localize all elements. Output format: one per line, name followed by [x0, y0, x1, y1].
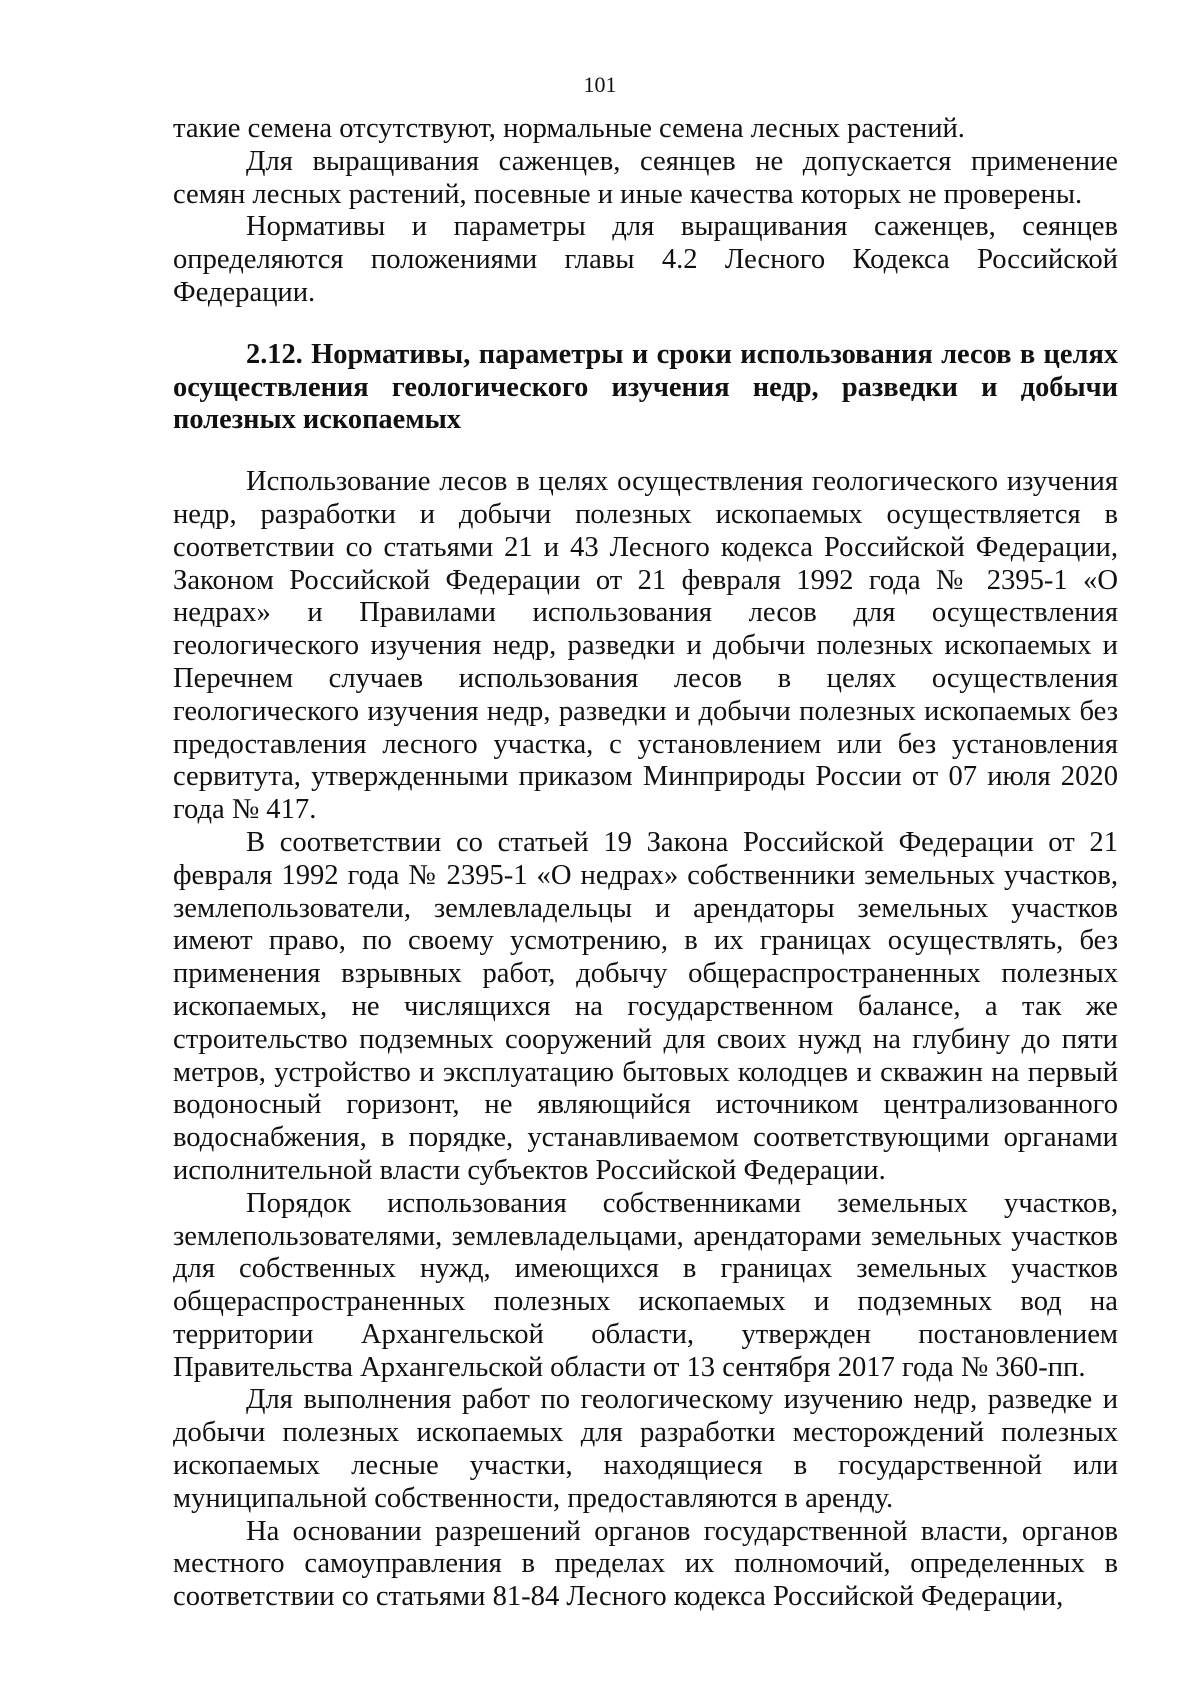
paragraph-continuation: такие семена отсутствуют, нормальные семена лесных растений.: [173, 113, 965, 144]
page-number: 101: [583, 72, 617, 97]
paragraph-forest-use-geology: Использование лесов в целях осуществления геологического изучения недр, разработки и добычи полезных ископаемых осуществляется в соответствии со статьями 21 и 43 Лесного кодекса Российской Федерации, Законом Российской Федерации от 21 февраля 1992 года № 2395-1 «О недрах» и Правилами использования лесов для осуществления геологического изучения недр, разведки и добычи полезных ископаемых и Перечнем случаев использования лесов в целях осуществления геологического изучения недр, разведки и добычи полезных ископаемых без предоставления лесного участка, с установлением или без установления сервитута, утвержденными приказом Минприроды России от 07 июля 2020 года № 417.: [173, 466, 1118, 826]
paragraph-permits-authorities: На основании разрешений органов государственной власти, органов местного самоуправления в пределах их полномочий, определенных в соответствии со статьями 81-84 Лесного кодекса Российской Федерации,: [173, 1515, 1118, 1613]
paragraph-lease-plots: Для выполнения работ по геологическому изучению недр, разведке и добычи полезных ископаемых для разработки месторождений полезных ископаемых лесные участки, находящиеся в государственной или муниципальной собственности, предоставляются в аренду.: [173, 1384, 1118, 1514]
paragraph-article-19: В соответствии со статьей 19 Закона Российской Федерации от 21 февраля 1992 года № 2395-1 «О недрах» собственники земельных участков, землепользователи, землевладельцы и арендаторы земельных участков имеют право, по своему усмотрению, в их границах осуществлять, без применения взрывных работ, добычу общераспространенных полезных ископаемых, не числящихся на государственном балансе, а так же строительство подземных сооружений для своих нужд на глубину до пяти метров, устройство и эксплуатацию бытовых колодцев и скважин на первый водоносный горизонт, не являющийся источником централизованного водоснабжения, в порядке, устанавливаемом соответствующими органами исполнительной власти субъектов Российской Федерации.: [173, 826, 1118, 1186]
page-content: [173, 113, 1118, 1614]
section-heading-2-12: 2.12. Нормативы, параметры и сроки использования лесов в целях осуществления геологического изучения недр, разведки и добычи полезных ископаемых: [173, 338, 1118, 436]
paragraph-seed-requirements: Для выращивания саженцев, сеянцев не допускается применение семян лесных растений, посевные и иные качества которых не проверены.: [173, 145, 1118, 210]
paragraph-procedure-arkhangelsk: Порядок использования собственниками земельных участков, землепользователями, землевладельцами, арендаторами земельных участков для собственных нужд, имеющихся в границах земельных участков общераспространенных полезных ископаемых и подземных вод на территории Архангельской области, утвержден постановлением Правительства Архангельской области от 13 сентября 2017 года № 360-пп.: [173, 1187, 1118, 1383]
paragraph-norms-seedlings: Нормативы и параметры для выращивания саженцев, сеянцев определяются положениями главы 4.2 Лесного Кодекса Российской Федерации.: [173, 211, 1118, 308]
